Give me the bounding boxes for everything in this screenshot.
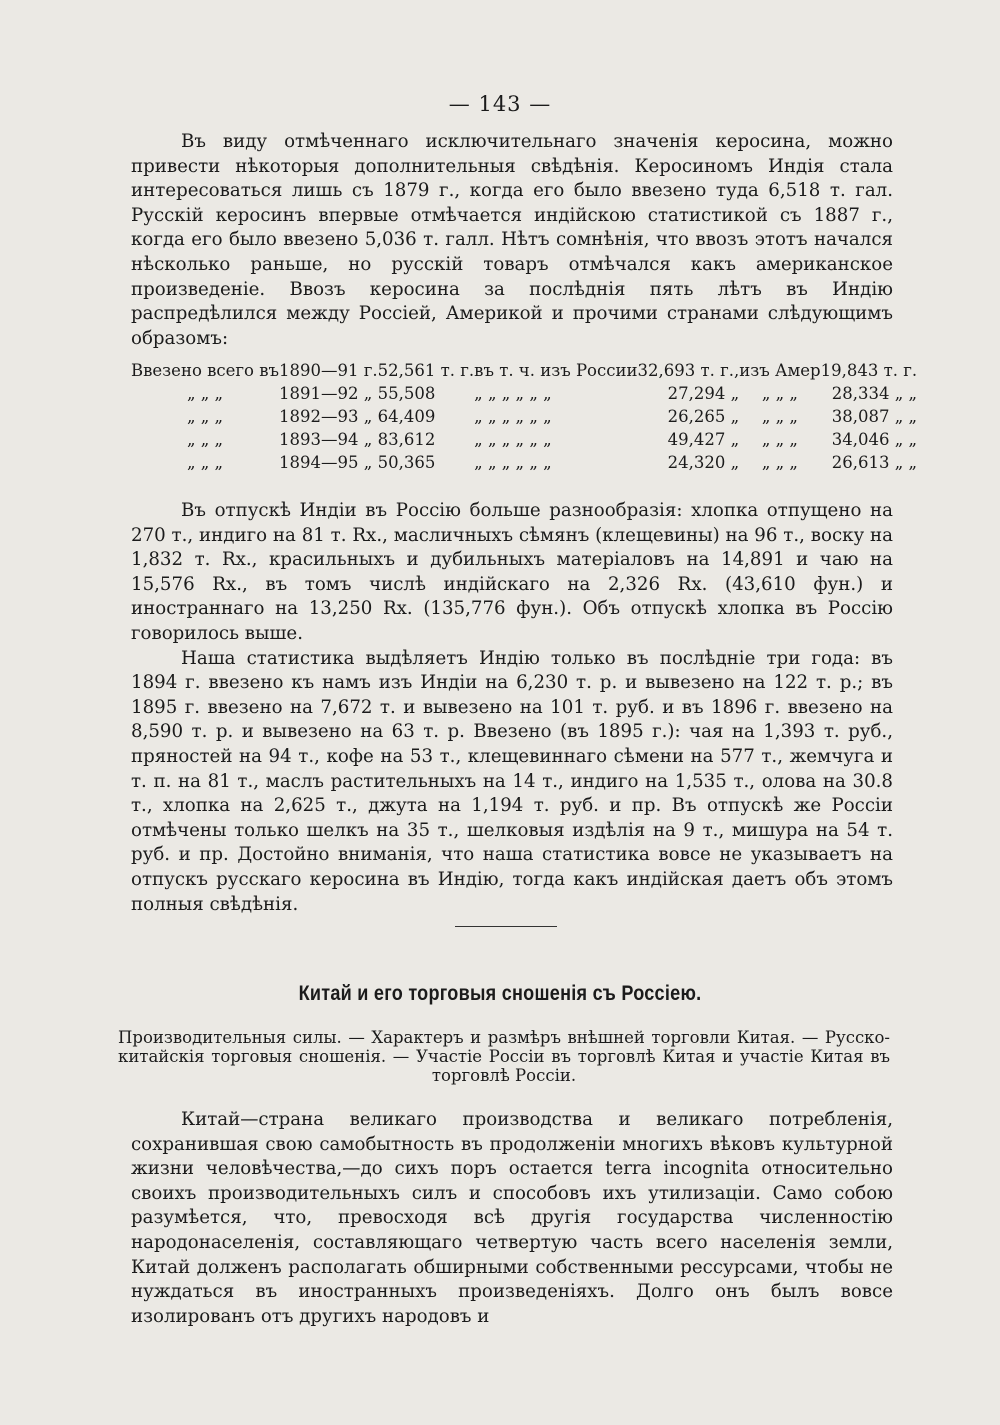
- row-amer-label: изъ Амер: [739, 361, 821, 380]
- row-amer-label: „ „ „: [761, 384, 798, 403]
- kerosene-import-table: [131, 359, 917, 474]
- row-america: 34,046 „ „: [831, 430, 918, 449]
- row-lead: „ „ „: [186, 384, 224, 403]
- row-total: 52,561 т. г.: [377, 361, 475, 380]
- table-row: [131, 405, 917, 428]
- row-russia: 32,693 т. г.,: [637, 361, 740, 380]
- row-russia: 24,320 „: [667, 453, 740, 472]
- table-row: [131, 382, 917, 405]
- row-years: 1894—95 „: [279, 453, 373, 472]
- row-mid: въ т. ч. изъ России: [474, 361, 638, 380]
- row-america: 28,334 „ „: [831, 384, 918, 403]
- row-years: 1892—93 „: [279, 407, 373, 426]
- paragraph-text: Въ отпускѣ Индіи въ Россію больше разнообразія: хлопка отпущено на 270 т., индиго на 81 т. Rx., масличныхъ сѣмянъ (клещевины) на 96 т., воску на 1,832 т. Rx., красильныхъ и дубильныхъ матеріаловъ на 14,891 и чаю на 15,576 Rx., въ томъ числѣ индійскаго на 2,326 Rx. (43,610 фун.) и иностраннаго на 13,250 Rx. (135,776 фун.). Объ отпускѣ хлопка въ Россію говорилось выше.: [131, 500, 893, 644]
- row-amer-label: „ „ „: [761, 407, 798, 426]
- section-title: Китай и его торговыя сношенія съ Россіею.: [298, 982, 702, 1005]
- row-russia: 26,265 „: [667, 407, 740, 426]
- row-america: 26,613 „ „: [831, 453, 918, 472]
- row-america: 38,087 „ „: [831, 407, 918, 426]
- paragraph-kerosene-intro: [131, 130, 893, 351]
- row-mid: „ „ „ „ „ „: [474, 430, 552, 449]
- paragraph-china-intro: [131, 1108, 893, 1329]
- paragraph-text: Въ виду отмѣченнаго исключительнаго значенія керосина, можно привести нѣкоторыя дополнительныя свѣдѣнія. Керосиномъ Индія стала интересоваться лишь съ 1879 г., когда его было ввезено туда 6,518 т. гал. Русскій керосинъ впервые отмѣчается индійскою статистикой съ 1887 г., когда его было ввезено 5,036 т. галл. Нѣтъ сомнѣнія, что ввозъ этотъ начался нѣсколько раньше, но русскій товаръ отмѣчался какъ американское произведеніе. Ввозъ керосина за послѣднія пять лѣтъ въ Индію распредѣлился между Россіей, Америкой и прочими странами слѣдующимъ образомъ:: [131, 131, 893, 349]
- row-lead: „ „ „: [186, 453, 224, 472]
- paragraph-text: Наша статистика выдѣляетъ Индію только въ послѣдніе три года: въ 1894 г. ввезено къ намъ изъ Индіи на 6,230 т. р. и вывезено на 122 т. р.; въ 1895 г. ввезено на 7,672 т. и вывезено на 101 т. руб. и въ 1896 г. ввезено на 8,590 т. р. и вывезено на 63 т. р. Ввезено (въ 1895 г.): чая на 1,393 т. руб., пряностей на 94 т., кофе на 53 т., клещевиннаго сѣмени на 577 т., жемчуга и т. п. на 81 т., маслъ растительныхъ на 14 т., индиго на 1,535 т., олова на 30.8 т., хлопка на 2,625 т., джута на 1,194 т. руб. и пр. Въ отпускѣ же Россіи отмѣчены только шелкъ на 35 т., шелковыя издѣлія на 9 т., мишура на 54 т. руб. и пр. Достойно вниманія, что наша статистика вовсе не указываетъ на отпускъ русскаго керосина въ Индію, тогда какъ индійская даетъ объ этомъ полныя свѣдѣнія.: [131, 647, 893, 915]
- row-total: 83,612: [377, 430, 436, 449]
- row-mid: „ „ „ „ „ „: [474, 407, 552, 426]
- row-lead: Ввезено всего въ: [131, 361, 280, 380]
- table-row: [131, 428, 917, 451]
- row-total: 55,508: [377, 384, 436, 403]
- row-years: 1891—92 „: [279, 384, 373, 403]
- row-mid: „ „ „ „ „ „: [474, 384, 552, 403]
- table-row: [131, 359, 917, 382]
- row-amer-label: „ „ „: [761, 453, 798, 472]
- page-number: — 143 —: [448, 92, 552, 116]
- row-lead: „ „ „: [186, 407, 224, 426]
- row-russia: 49,427 „: [667, 430, 740, 449]
- row-america: 19,843 т. г.: [820, 361, 918, 380]
- paragraph-india-trade: [131, 499, 893, 917]
- row-years: 1890—91 г.: [279, 361, 378, 380]
- section-divider: [455, 926, 557, 927]
- row-lead: „ „ „: [186, 430, 224, 449]
- row-total: 64,409: [377, 407, 436, 426]
- section-summary: Производительныя силы. — Характеръ и размѣръ внѣшней торговли Китая. — Русско-китайскія торговыя сношенія. — Участіе Россіи въ торговлѣ Китая и участіе Китая въ торговлѣ Россіи.: [118, 1028, 890, 1085]
- paragraph-text: Китай—страна великаго производства и великаго потребленія, сохранившая свою самобытность въ продолженіи многихъ вѣковъ культурной жизни человѣчества,—до сихъ поръ остается terra incognita относительно своихъ производительныхъ силъ и способовъ ихъ утилизаціи. Само собою разумѣется, что, превосходя всѣ другія государства численностію народонаселенія, составляющаго четвертую часть всего населенія земли, Китай долженъ располагать обширными собственными рессурсами, чтобы не нуждаться въ иностранныхъ произведеніяхъ. Долго онъ былъ вовсе изолированъ отъ другихъ народовъ и: [131, 1109, 893, 1327]
- table-row: [131, 451, 917, 474]
- row-years: 1893—94 „: [279, 430, 373, 449]
- row-mid: „ „ „ „ „ „: [474, 453, 552, 472]
- row-total: 50,365: [377, 453, 436, 472]
- row-russia: 27,294 „: [667, 384, 740, 403]
- row-amer-label: „ „ „: [761, 430, 798, 449]
